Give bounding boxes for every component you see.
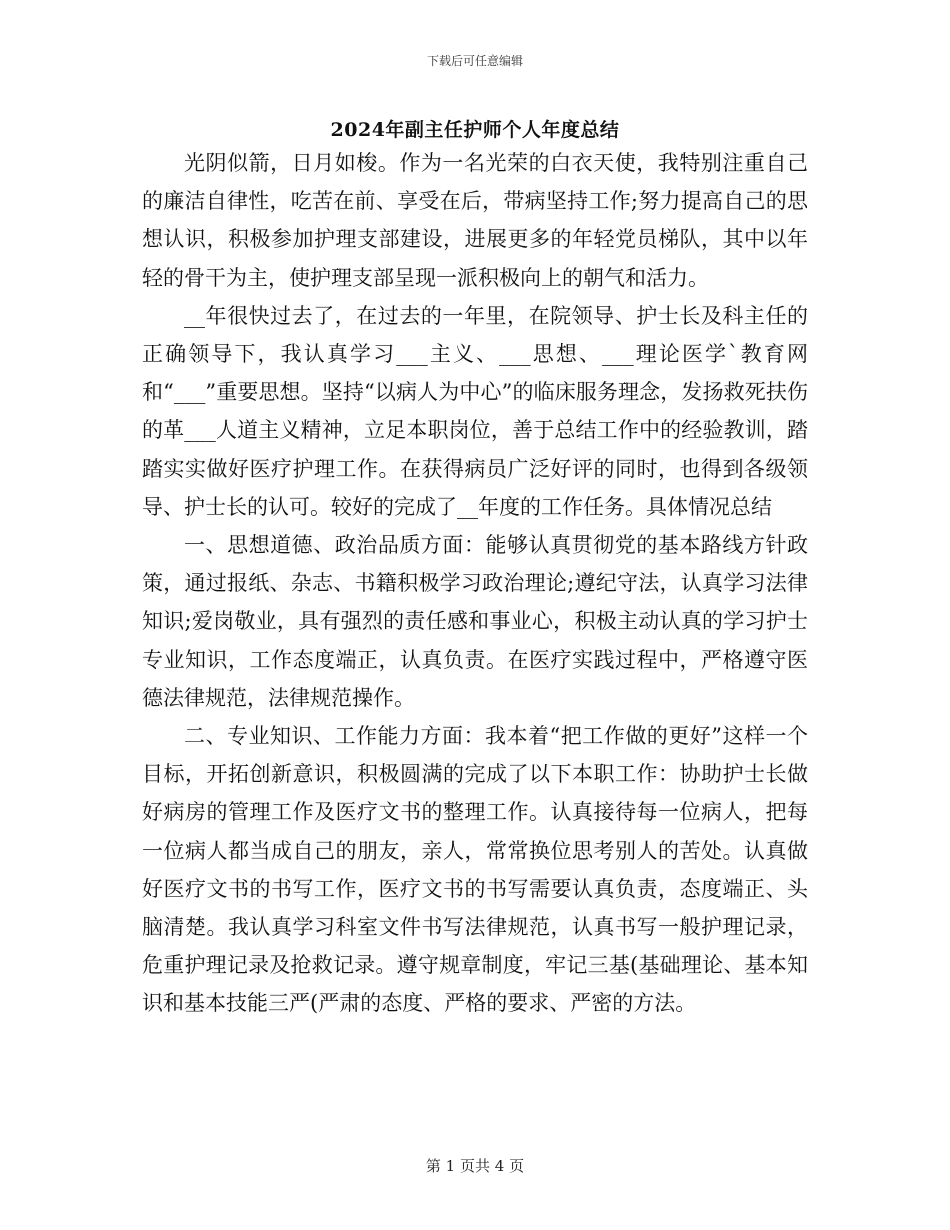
paragraph-1: 光阴似箭，日月如梭。作为一名光荣的白衣天使，我特别注重自己的廉洁自律性，吃苦在前、享受在后，带病坚持工作;努力提高自己的思想认识，积极参加护理支部建设，进展更多的年轻党员梯队，其中以年轻的骨干为主，使护理支部呈现一派积极向上的朝气和活力。 (142, 151, 808, 290)
header-note: 下载后可任意编辑 (426, 54, 523, 68)
document-title: 2024年副主任护师个人年度总结 (330, 119, 620, 141)
paragraph-2: __年很快过去了，在过去的一年里，在院领导、护士长及科主任的正确领导下，我认真学习___主义、___思想、___理论医学`教育网和“___”重要思想。坚持“以病人为中心”的临床服务理念，发扬救死扶伤的革___人道主义精神，立足本职岗位，善于总结工作中的经验教训，踏踏实实做好医疗护理工作。在获得病员广泛好评的同时，也得到各级领导、护士长的认可。较好的完成了__年度的工作任务。具体情况总结 (142, 303, 808, 519)
page-number: 第 1 页共 4 页 (425, 1157, 525, 1175)
paragraph-3: 一、思想道德、政治品质方面：能够认真贯彻党的基本路线方针政策，通过报纸、杂志、书籍积极学习政治理论;遵纪守法，认真学习法律知识;爱岗敬业，具有强烈的责任感和事业心，积极主动认真的学习护士专业知识，工作态度端正，认真负责。在医疗实践过程中，严格遵守医德法律规范，法律规范操作。 (142, 533, 808, 710)
paragraph-4: 二、专业知识、工作能力方面：我本着“把工作做的更好”这样一个目标，开拓创新意识，积极圆满的完成了以下本职工作：协助护士长做好病房的管理工作及医疗文书的整理工作。认真接待每一位病人，把每一位病人都当成自己的朋友，亲人，常常换位思考别人的苦处。认真做好医疗文书的书写工作，医疗文书的书写需要认真负责，态度端正、头脑清楚。我认真学习科室文件书写法律规范，认真书写一般护理记录，危重护理记录及抢救记录。遵守规章制度，牢记三基(基础理论、基本知识和基本技能三严(严肃的态度、严格的要求、严密的方法。 (142, 724, 808, 1016)
document-body (142, 144, 808, 1023)
